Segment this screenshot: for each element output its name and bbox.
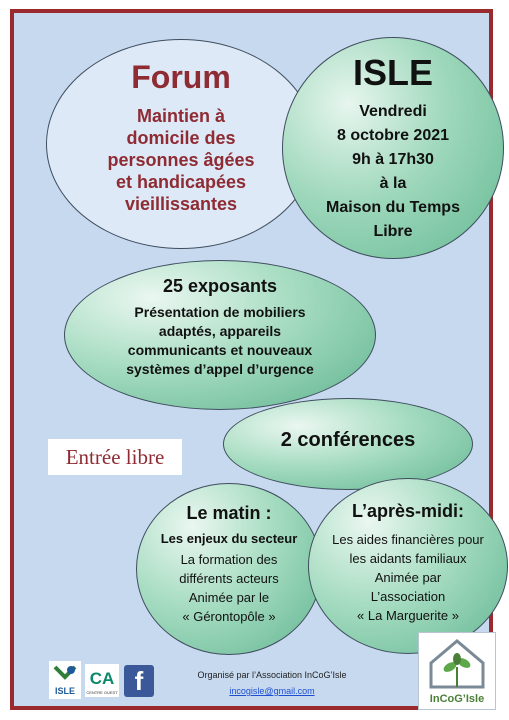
conferences-title: 2 conférences (280, 429, 416, 451)
matin-subtitle: Les enjeux du secteur (160, 531, 298, 546)
event-time: 9h à 17h30 (352, 151, 434, 168)
forum-title: Forum (131, 59, 231, 95)
event-location-prefix: à la (379, 175, 407, 192)
email-link[interactable]: incogisle@gmail.com (229, 686, 315, 696)
apres-midi-ellipse (308, 478, 508, 654)
apres-midi-line: Les aides financières pour (332, 532, 484, 547)
exposants-line: systèmes d’appel d’urgence (126, 361, 314, 377)
matin-line: « Gérontopôle » (182, 609, 276, 624)
forum-line: personnes âgées (107, 150, 255, 170)
apres-midi-line: L’association (370, 589, 446, 604)
isle-logo (49, 661, 81, 699)
incogisle-logo (418, 632, 496, 710)
forum-line: vieillissantes (124, 194, 238, 214)
event-location: Libre (373, 223, 413, 240)
apres-midi-title: L’après-midi: (351, 501, 465, 521)
credit-agricole-logo[interactable] (85, 664, 119, 697)
exposants-line: communicants et nouveaux (127, 342, 313, 358)
forum-subtitle (77, 105, 285, 215)
event-details (283, 100, 503, 244)
matin-line: différents acteurs (179, 571, 279, 586)
apres-midi-line: les aidants familiaux (349, 551, 467, 566)
apres-midi-line: « La Marguerite » (357, 608, 459, 623)
matin-title: Le matin : (186, 503, 272, 523)
forum-line: domicile des (126, 128, 236, 148)
forum-ellipse (46, 39, 316, 249)
matin-line: Animée par le (188, 590, 270, 605)
exposants-description (95, 303, 345, 379)
conferences-ellipse (223, 398, 473, 490)
apres-midi-description (325, 530, 491, 625)
exposants-line: adaptés, appareils (158, 323, 282, 339)
isle-title: ISLE (352, 52, 433, 93)
event-date: 8 octobre 2021 (336, 127, 450, 144)
matin-description (153, 550, 305, 626)
organizer-text: Organisé par l’Association InCoG’Isle (197, 670, 347, 680)
facebook-icon[interactable]: f (124, 665, 154, 697)
svg-text:ISLE: ISLE (54, 686, 76, 696)
apres-midi-line: Animée par (374, 570, 442, 585)
svg-text:CA: CA (89, 669, 115, 688)
isle-ellipse (282, 37, 504, 259)
event-location: Maison du Temps (326, 199, 460, 216)
forum-line: et handicapées (115, 172, 247, 192)
exposants-title: 25 exposants (162, 276, 278, 296)
poster-frame (10, 9, 493, 710)
event-day: Vendredi (359, 103, 427, 120)
house-leaf-icon (419, 633, 495, 691)
svg-text:CENTRE OUEST: CENTRE OUEST (86, 690, 118, 695)
entree-libre-label: Entrée libre (48, 439, 182, 475)
incogisle-logo-text: InCoG’Isle (429, 693, 485, 705)
matin-ellipse (136, 483, 322, 655)
exposants-ellipse (64, 260, 376, 410)
exposants-line: Présentation de mobiliers (134, 304, 306, 320)
forum-line: Maintien à (136, 106, 225, 126)
matin-line: La formation des (180, 552, 278, 567)
